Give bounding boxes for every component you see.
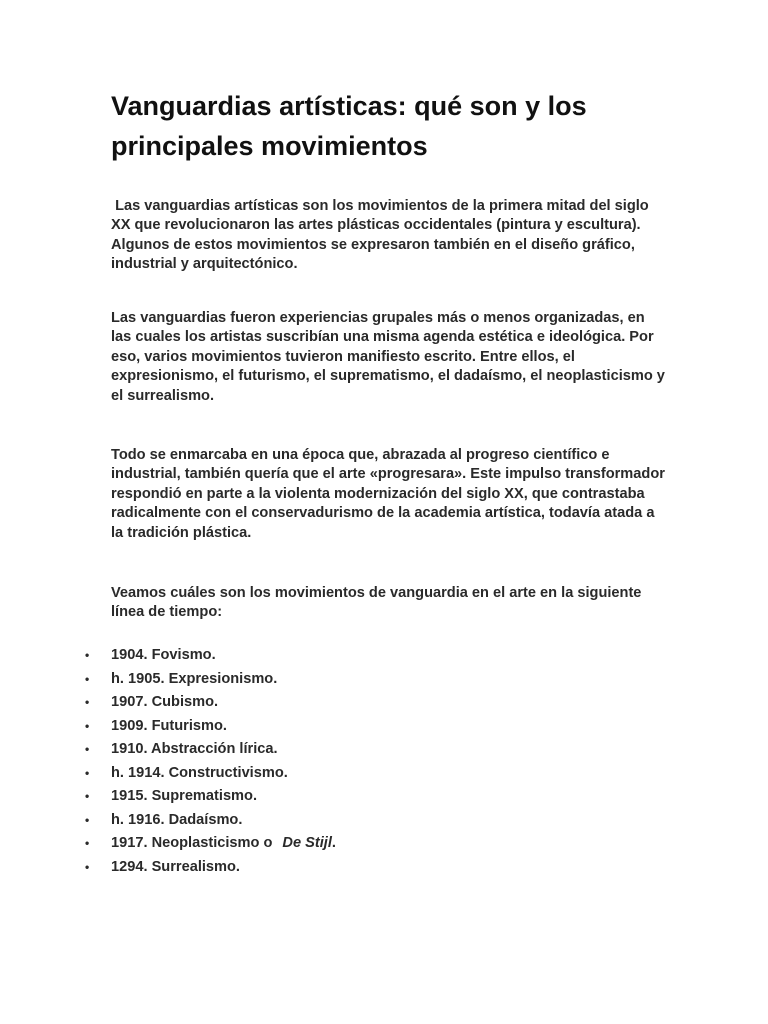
timeline-item-main: 1917. Neoplasticismo o [111, 835, 273, 851]
bullet-icon: • [85, 648, 90, 662]
bullet-icon: • [85, 765, 90, 780]
bullet-icon: • [85, 812, 90, 827]
timeline-item-text: 1907. Cubismo. [111, 694, 219, 710]
timeline-item-text: h. 1914. Constructivismo. [111, 764, 288, 781]
groups-paragraph: Las vanguardias fueron experiencias grupales más o menos organizadas, en las cuales los artistas suscribían una misma agenda estética e ideológica. Por eso, varios movimientos tuvieron manifiesto escrito. Entre ellos, el expresionismo, el futurismo, el suprematismo, el dadaísmo, el neoplasticismo y el surrealismo. [111, 310, 665, 404]
bullet-icon: • [85, 836, 90, 850]
timeline-item-suffix: . [331, 835, 336, 851]
list-item [0, 832, 768, 856]
list-item [0, 809, 768, 833]
bullet-icon: • [85, 671, 90, 686]
timeline-item-text [111, 832, 336, 856]
list-item [0, 762, 768, 786]
list-item [0, 738, 768, 762]
timeline-item-text: 1910. Abstracción lírica. [111, 741, 278, 757]
context-paragraph: Todo se enmarcaba en una época que, abrazada al progreso científico e industrial, también quería que el arte «progresara». Este impulso transformador respondió en parte a la violenta modernización del siglo XX, que contrastaba radicalmente con el conservadurismo de la academia artística, todavía atada a la tradición plástica. [111, 447, 665, 541]
list-item [0, 644, 768, 668]
timeline-item-italic: De Stijl [282, 835, 332, 851]
list-item [0, 691, 768, 715]
intro-paragraph: Las vanguardias artísticas son los movimientos de la primera mitad del siglo XX que revolucionaron las artes plásticas occidentales (pintura y escultura). Algunos de estos movimientos se expresaron también en el diseño gráfico, industrial y arquitectónico. [111, 198, 653, 273]
timeline-intro-paragraph: Veamos cuáles son los movimientos de vanguardia en el arte en la siguiente línea de tiempo: [111, 585, 642, 621]
timeline-item-text: h. 1916. Dadaísmo. [111, 811, 243, 828]
bullet-icon: • [85, 742, 90, 756]
bullet-icon: • [85, 859, 90, 874]
bullet-icon: • [85, 789, 90, 803]
list-item [0, 715, 768, 739]
list-item [0, 856, 768, 880]
timeline-item-text: 1909. Futurismo. [111, 717, 227, 734]
bullet-icon: • [85, 695, 90, 709]
timeline-item-text: 1294. Surrealismo. [111, 858, 240, 875]
timeline-list [0, 644, 768, 879]
bullet-icon: • [85, 718, 90, 733]
list-item [0, 668, 768, 692]
document-title: Vanguardias artísticas: qué son y los principales movimientos [111, 91, 587, 161]
list-item [0, 785, 768, 809]
timeline-item-text: 1915. Suprematismo. [111, 788, 258, 804]
timeline-item-text: 1904. Fovismo. [111, 647, 216, 663]
timeline-item-text: h. 1905. Expresionismo. [111, 670, 278, 687]
